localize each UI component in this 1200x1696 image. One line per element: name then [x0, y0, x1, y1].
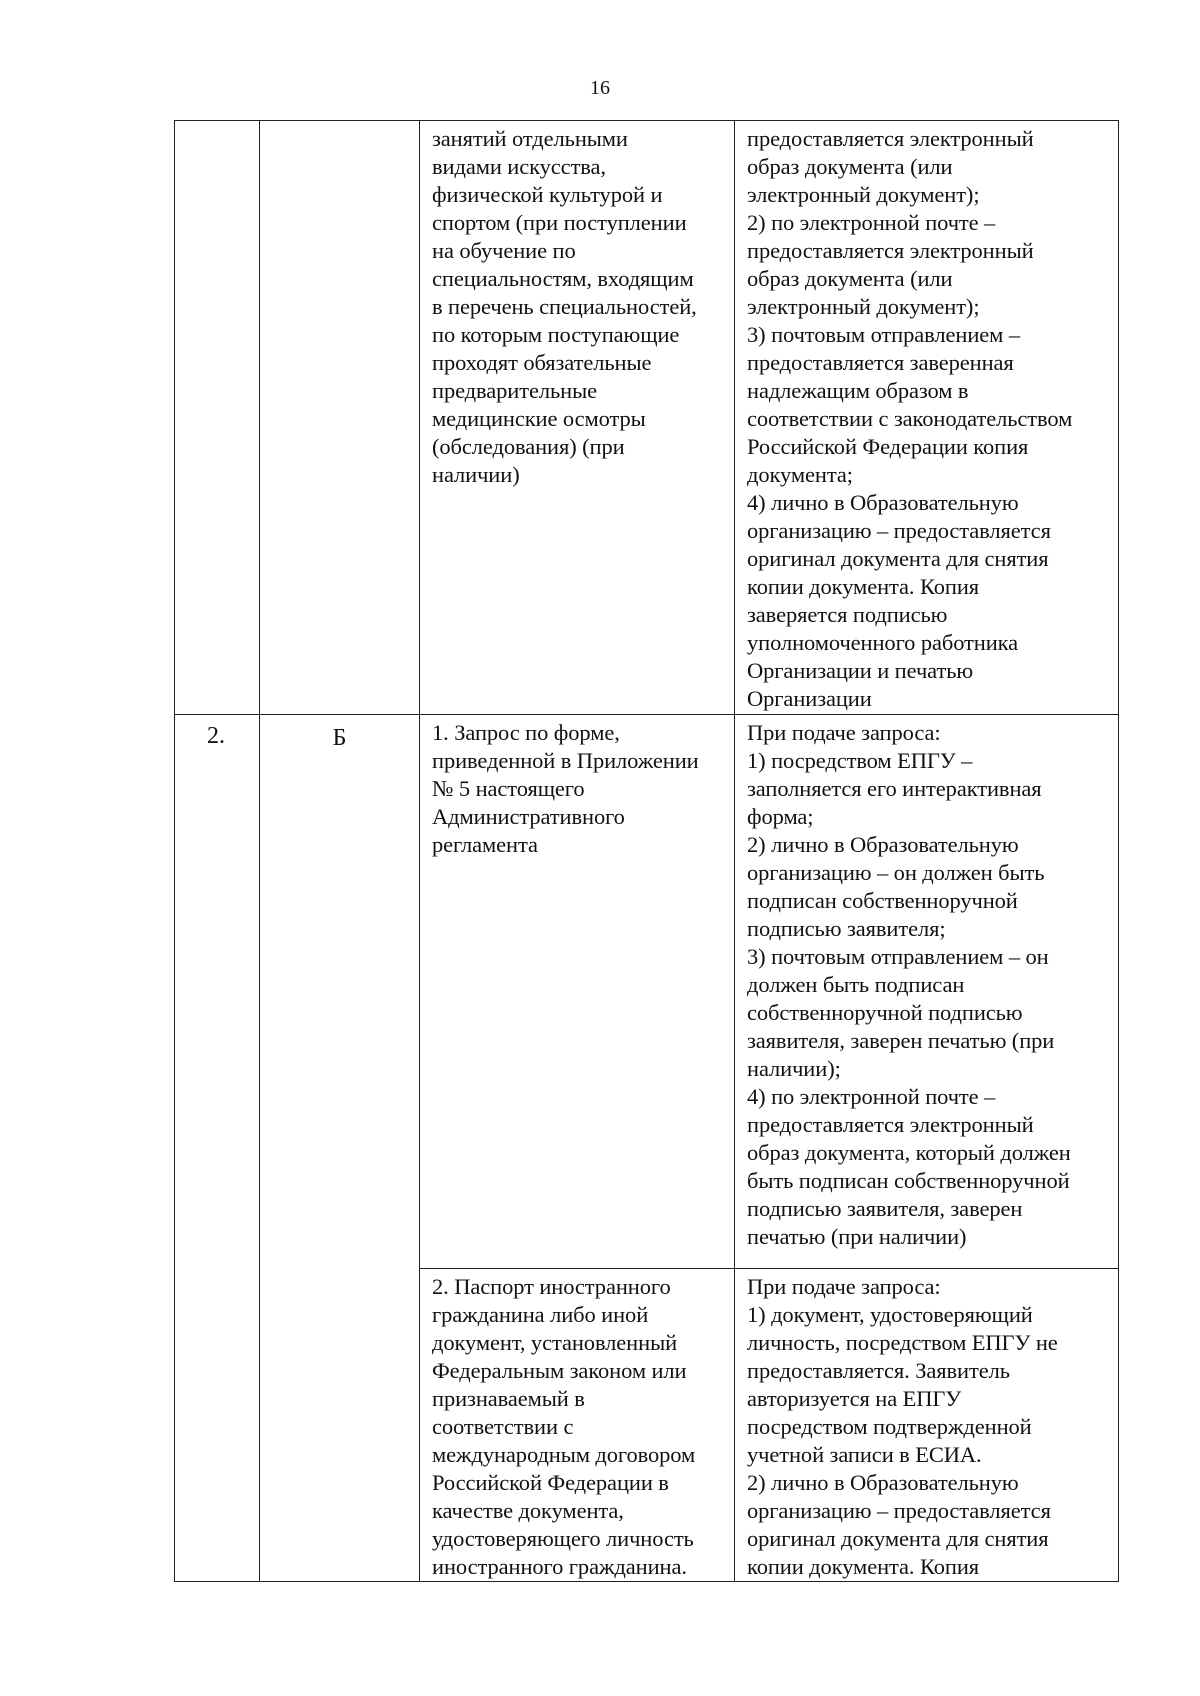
cell-document: [420, 121, 735, 715]
page-number: 16: [590, 77, 610, 99]
cell-submission-ways: [735, 121, 1119, 715]
cell-submission-ways: [735, 1269, 1119, 1582]
cell-category: [260, 715, 420, 1582]
cell-category: [260, 121, 420, 715]
cell-document: [420, 715, 735, 1269]
submission-ways-text: предоставляется электронный образ документа (или электронный документ); 2) по электронной почте – предоставляется электронный образ документа (или электронный документ); 3) почтовым отправлением – предоставляется заверенная надлежащим образом в соответствии с законодательством Российской Федерации копия документа; 4) лично в Образовательную организацию – предоставляется оригинал документа для снятия копии документа. Копия заверяется подписью уполномоченного работника Организации и печатью Организации: [747, 126, 1073, 711]
cell-document: [420, 1269, 735, 1582]
document-description: 2. Паспорт иностранного гражданина либо иной документ, установленный Федеральным законом или признаваемый в соответствии с международным договором Российской Федерации в качестве документа, удостоверяющего личность иностранного гражданина.: [432, 1274, 696, 1579]
submission-ways-text: При подаче запроса: 1) посредством ЕПГУ – заполняется его интерактивная форма; 2) лично в Образовательную организацию – он должен быть подписан собственноручной подписью заявителя; 3) почтовым отправлением – он должен быть подписан собственноручной подписью заявителя, заверен печатью (при наличии); 4) по электронной почте – предоставляется электронный образ документа, который должен быть подписан собственноручной подписью заявителя, заверен печатью (при наличии): [747, 720, 1071, 1249]
cell-submission-ways: [735, 715, 1119, 1269]
table-row: [175, 715, 1119, 1269]
cell-row-number: [175, 121, 260, 715]
category-label: Б: [332, 725, 347, 751]
table-row: [175, 121, 1119, 715]
documents-table: [174, 120, 1119, 1582]
row-number: 2.: [207, 723, 225, 749]
document-description: 1. Запрос по форме, приведенной в Приложении № 5 настоящего Административного регламента: [432, 720, 699, 857]
cell-row-number: [175, 715, 260, 1582]
document-description: занятий отдельными видами искусства, физической культурой и спортом (при поступлении на обучение по специальностям, входящим в перечень специальностей, по которым поступающие проходят обязательные предварительные медицинские осмотры (обследования) (при наличии): [432, 126, 697, 487]
submission-ways-text: При подаче запроса: 1) документ, удостоверяющий личность, посредством ЕПГУ не предоставляется. Заявитель авторизуется на ЕПГУ посредством подтвержденной учетной записи в ЕСИА. 2) лично в Образовательную организацию – предоставляется оригинал документа для снятия копии документа. Копия: [747, 1274, 1058, 1579]
